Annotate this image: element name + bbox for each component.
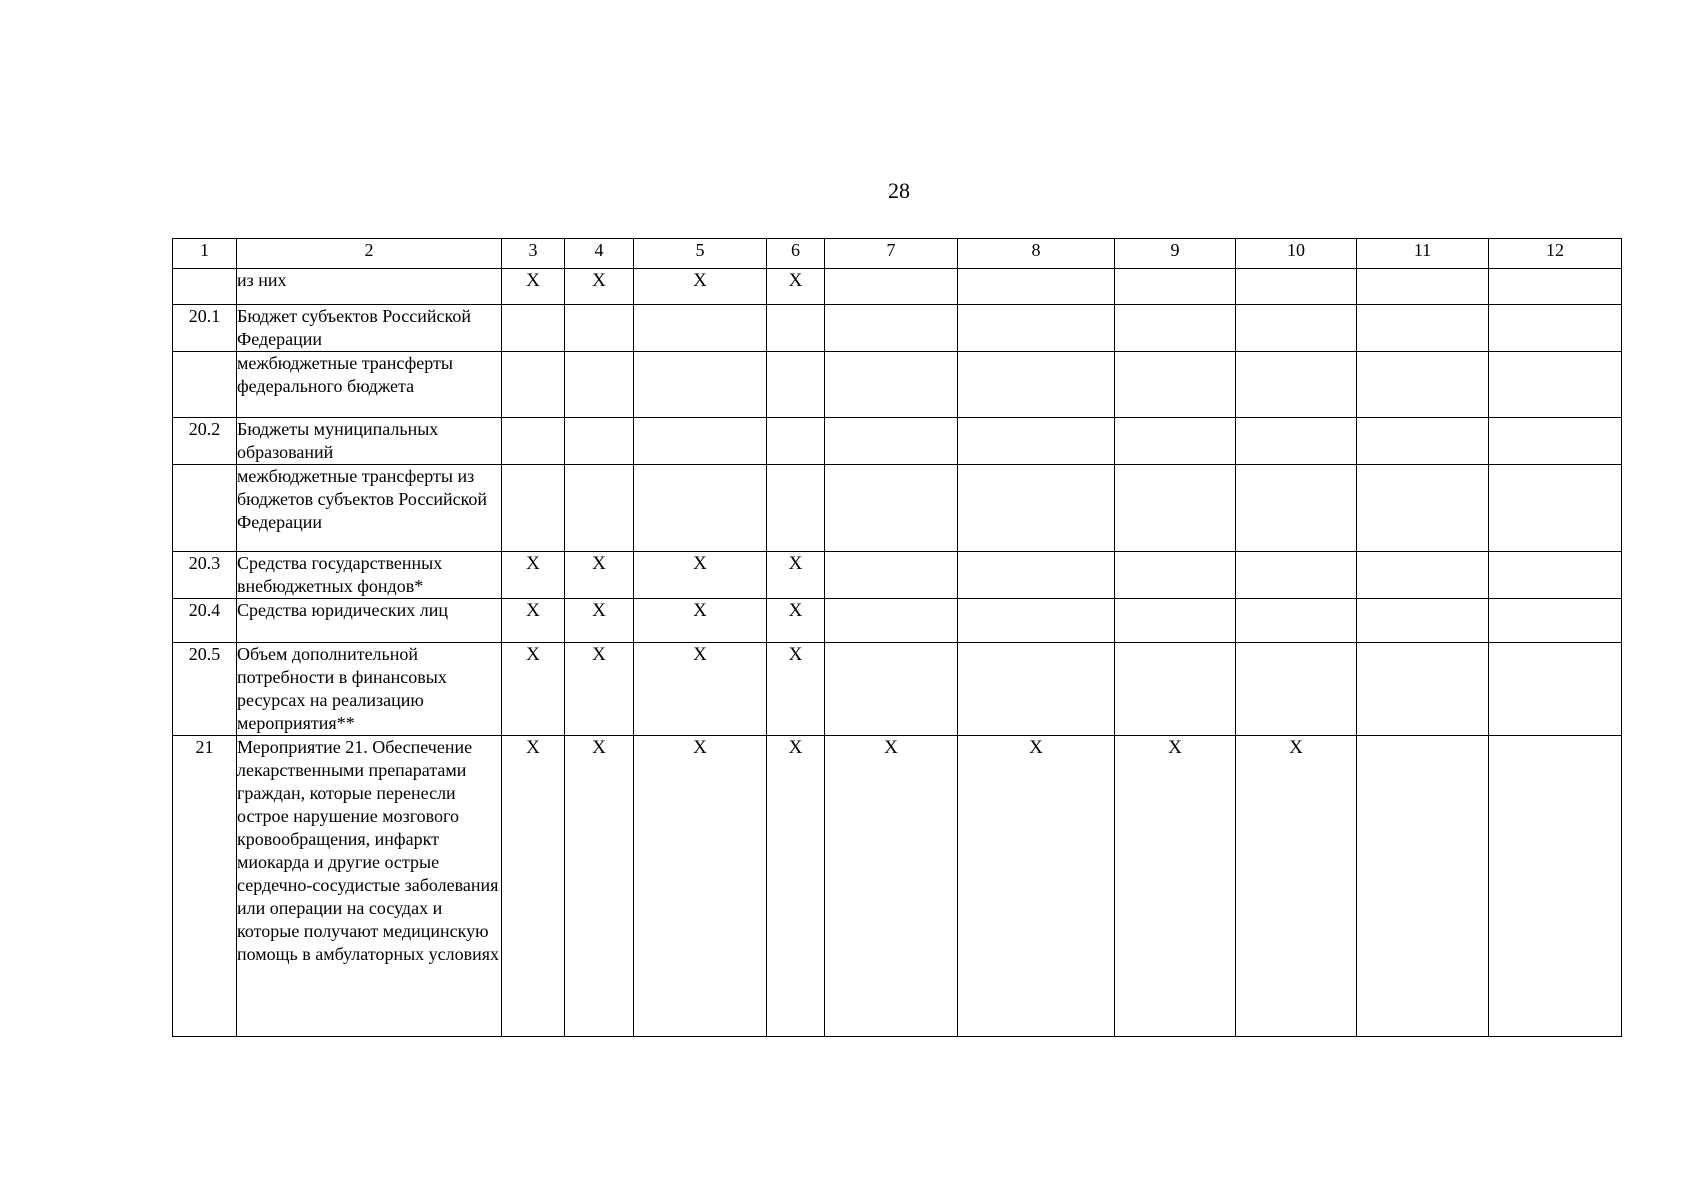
cell-col-5: X (634, 269, 767, 305)
cell-col-3: X (502, 643, 565, 736)
table-header-row (173, 239, 1622, 269)
cell-col-9 (1115, 352, 1236, 418)
cell-col-7 (825, 269, 958, 305)
cell-col-5 (634, 305, 767, 352)
cell-col-8: X (958, 736, 1115, 1037)
row-description: межбюджетные трансферты из бюджетов субъектов Российской Федерации (237, 465, 502, 552)
column-header-8: 8 (958, 239, 1115, 269)
table-row (173, 643, 1622, 736)
row-description: межбюджетные трансферты федерального бюджета (237, 352, 502, 418)
table-row (173, 352, 1622, 418)
cell-col-7 (825, 305, 958, 352)
table-row (173, 305, 1622, 352)
column-header-4: 4 (565, 239, 634, 269)
row-number: 20.1 (173, 305, 237, 352)
row-description: из них (237, 269, 502, 305)
cell-col-12 (1489, 736, 1622, 1037)
cell-col-12 (1489, 418, 1622, 465)
row-description: Бюджет субъектов Российской Федерации (237, 305, 502, 352)
cell-col-4: X (565, 736, 634, 1037)
cell-col-7 (825, 465, 958, 552)
row-description: Мероприятие 21. Обеспечение лекарственными препаратами граждан, которые перенесли острое нарушение мозгового кровообращения, инфаркт миокарда и другие острые сердечно-сосудистые заболевания или операции на сосудах и которые получают медицинскую помощь в амбулаторных условиях (237, 736, 502, 1037)
cell-col-11 (1357, 352, 1489, 418)
cell-col-12 (1489, 599, 1622, 643)
cell-col-9 (1115, 552, 1236, 599)
cell-col-4: X (565, 269, 634, 305)
row-number: 21 (173, 736, 237, 1037)
cell-col-10: X (1236, 736, 1357, 1037)
cell-col-11 (1357, 269, 1489, 305)
column-header-3: 3 (502, 239, 565, 269)
cell-col-8 (958, 418, 1115, 465)
cell-col-8 (958, 599, 1115, 643)
cell-col-4: X (565, 599, 634, 643)
page-number: 28 (888, 178, 910, 203)
cell-col-3 (502, 465, 565, 552)
cell-col-12 (1489, 643, 1622, 736)
cell-col-5: X (634, 643, 767, 736)
cell-col-8 (958, 552, 1115, 599)
cell-col-6 (767, 418, 825, 465)
cell-col-6: X (767, 736, 825, 1037)
cell-col-6: X (767, 269, 825, 305)
cell-col-9 (1115, 305, 1236, 352)
cell-col-7 (825, 643, 958, 736)
table-row (173, 599, 1622, 643)
row-number: 20.3 (173, 552, 237, 599)
cell-col-11 (1357, 599, 1489, 643)
cell-col-5: X (634, 552, 767, 599)
cell-col-6 (767, 305, 825, 352)
cell-col-12 (1489, 465, 1622, 552)
table-row (173, 552, 1622, 599)
cell-col-4 (565, 305, 634, 352)
cell-col-10 (1236, 465, 1357, 552)
cell-col-9: X (1115, 736, 1236, 1037)
column-header-5: 5 (634, 239, 767, 269)
cell-col-8 (958, 352, 1115, 418)
cell-col-4 (565, 465, 634, 552)
table-row (173, 736, 1622, 1037)
row-number (173, 269, 237, 305)
row-number (173, 352, 237, 418)
column-header-10: 10 (1236, 239, 1357, 269)
cell-col-6 (767, 352, 825, 418)
table-row (173, 269, 1622, 305)
cell-col-5: X (634, 599, 767, 643)
cell-col-7 (825, 599, 958, 643)
cell-col-5 (634, 465, 767, 552)
row-description: Объем дополнительной потребности в финансовых ресурсах на реализацию мероприятия** (237, 643, 502, 736)
row-number: 20.4 (173, 599, 237, 643)
cell-col-4: X (565, 643, 634, 736)
cell-col-9 (1115, 465, 1236, 552)
cell-col-4 (565, 418, 634, 465)
column-header-9: 9 (1115, 239, 1236, 269)
cell-col-3 (502, 352, 565, 418)
cell-col-10 (1236, 643, 1357, 736)
cell-col-7: X (825, 736, 958, 1037)
cell-col-11 (1357, 305, 1489, 352)
cell-col-11 (1357, 736, 1489, 1037)
cell-col-6 (767, 465, 825, 552)
cell-col-12 (1489, 269, 1622, 305)
cell-col-10 (1236, 352, 1357, 418)
data-table (172, 238, 1622, 1037)
row-description: Бюджеты муниципальных образований (237, 418, 502, 465)
cell-col-5: X (634, 736, 767, 1037)
cell-col-10 (1236, 552, 1357, 599)
cell-col-12 (1489, 305, 1622, 352)
cell-col-3: X (502, 269, 565, 305)
cell-col-6: X (767, 552, 825, 599)
column-header-11: 11 (1357, 239, 1489, 269)
cell-col-9 (1115, 269, 1236, 305)
cell-col-3 (502, 418, 565, 465)
column-header-7: 7 (825, 239, 958, 269)
cell-col-10 (1236, 269, 1357, 305)
column-header-12: 12 (1489, 239, 1622, 269)
row-number: 20.2 (173, 418, 237, 465)
cell-col-11 (1357, 465, 1489, 552)
cell-col-10 (1236, 599, 1357, 643)
cell-col-11 (1357, 552, 1489, 599)
cell-col-7 (825, 418, 958, 465)
table-row (173, 418, 1622, 465)
cell-col-6: X (767, 643, 825, 736)
cell-col-8 (958, 465, 1115, 552)
cell-col-11 (1357, 418, 1489, 465)
cell-col-9 (1115, 643, 1236, 736)
cell-col-5 (634, 418, 767, 465)
column-header-1: 1 (173, 239, 237, 269)
row-description: Средства государственных внебюджетных фондов* (237, 552, 502, 599)
cell-col-12 (1489, 552, 1622, 599)
cell-col-6: X (767, 599, 825, 643)
cell-col-9 (1115, 418, 1236, 465)
column-header-2: 2 (237, 239, 502, 269)
row-description: Средства юридических лиц (237, 599, 502, 643)
table-body (173, 239, 1622, 1037)
cell-col-4 (565, 352, 634, 418)
table-row (173, 465, 1622, 552)
cell-col-3: X (502, 599, 565, 643)
cell-col-10 (1236, 418, 1357, 465)
cell-col-8 (958, 269, 1115, 305)
cell-col-8 (958, 305, 1115, 352)
row-number (173, 465, 237, 552)
row-number: 20.5 (173, 643, 237, 736)
cell-col-7 (825, 352, 958, 418)
cell-col-7 (825, 552, 958, 599)
cell-col-8 (958, 643, 1115, 736)
cell-col-10 (1236, 305, 1357, 352)
cell-col-3: X (502, 552, 565, 599)
cell-col-4: X (565, 552, 634, 599)
cell-col-11 (1357, 643, 1489, 736)
column-header-6: 6 (767, 239, 825, 269)
cell-col-12 (1489, 352, 1622, 418)
cell-col-5 (634, 352, 767, 418)
cell-col-3 (502, 305, 565, 352)
cell-col-3: X (502, 736, 565, 1037)
cell-col-9 (1115, 599, 1236, 643)
